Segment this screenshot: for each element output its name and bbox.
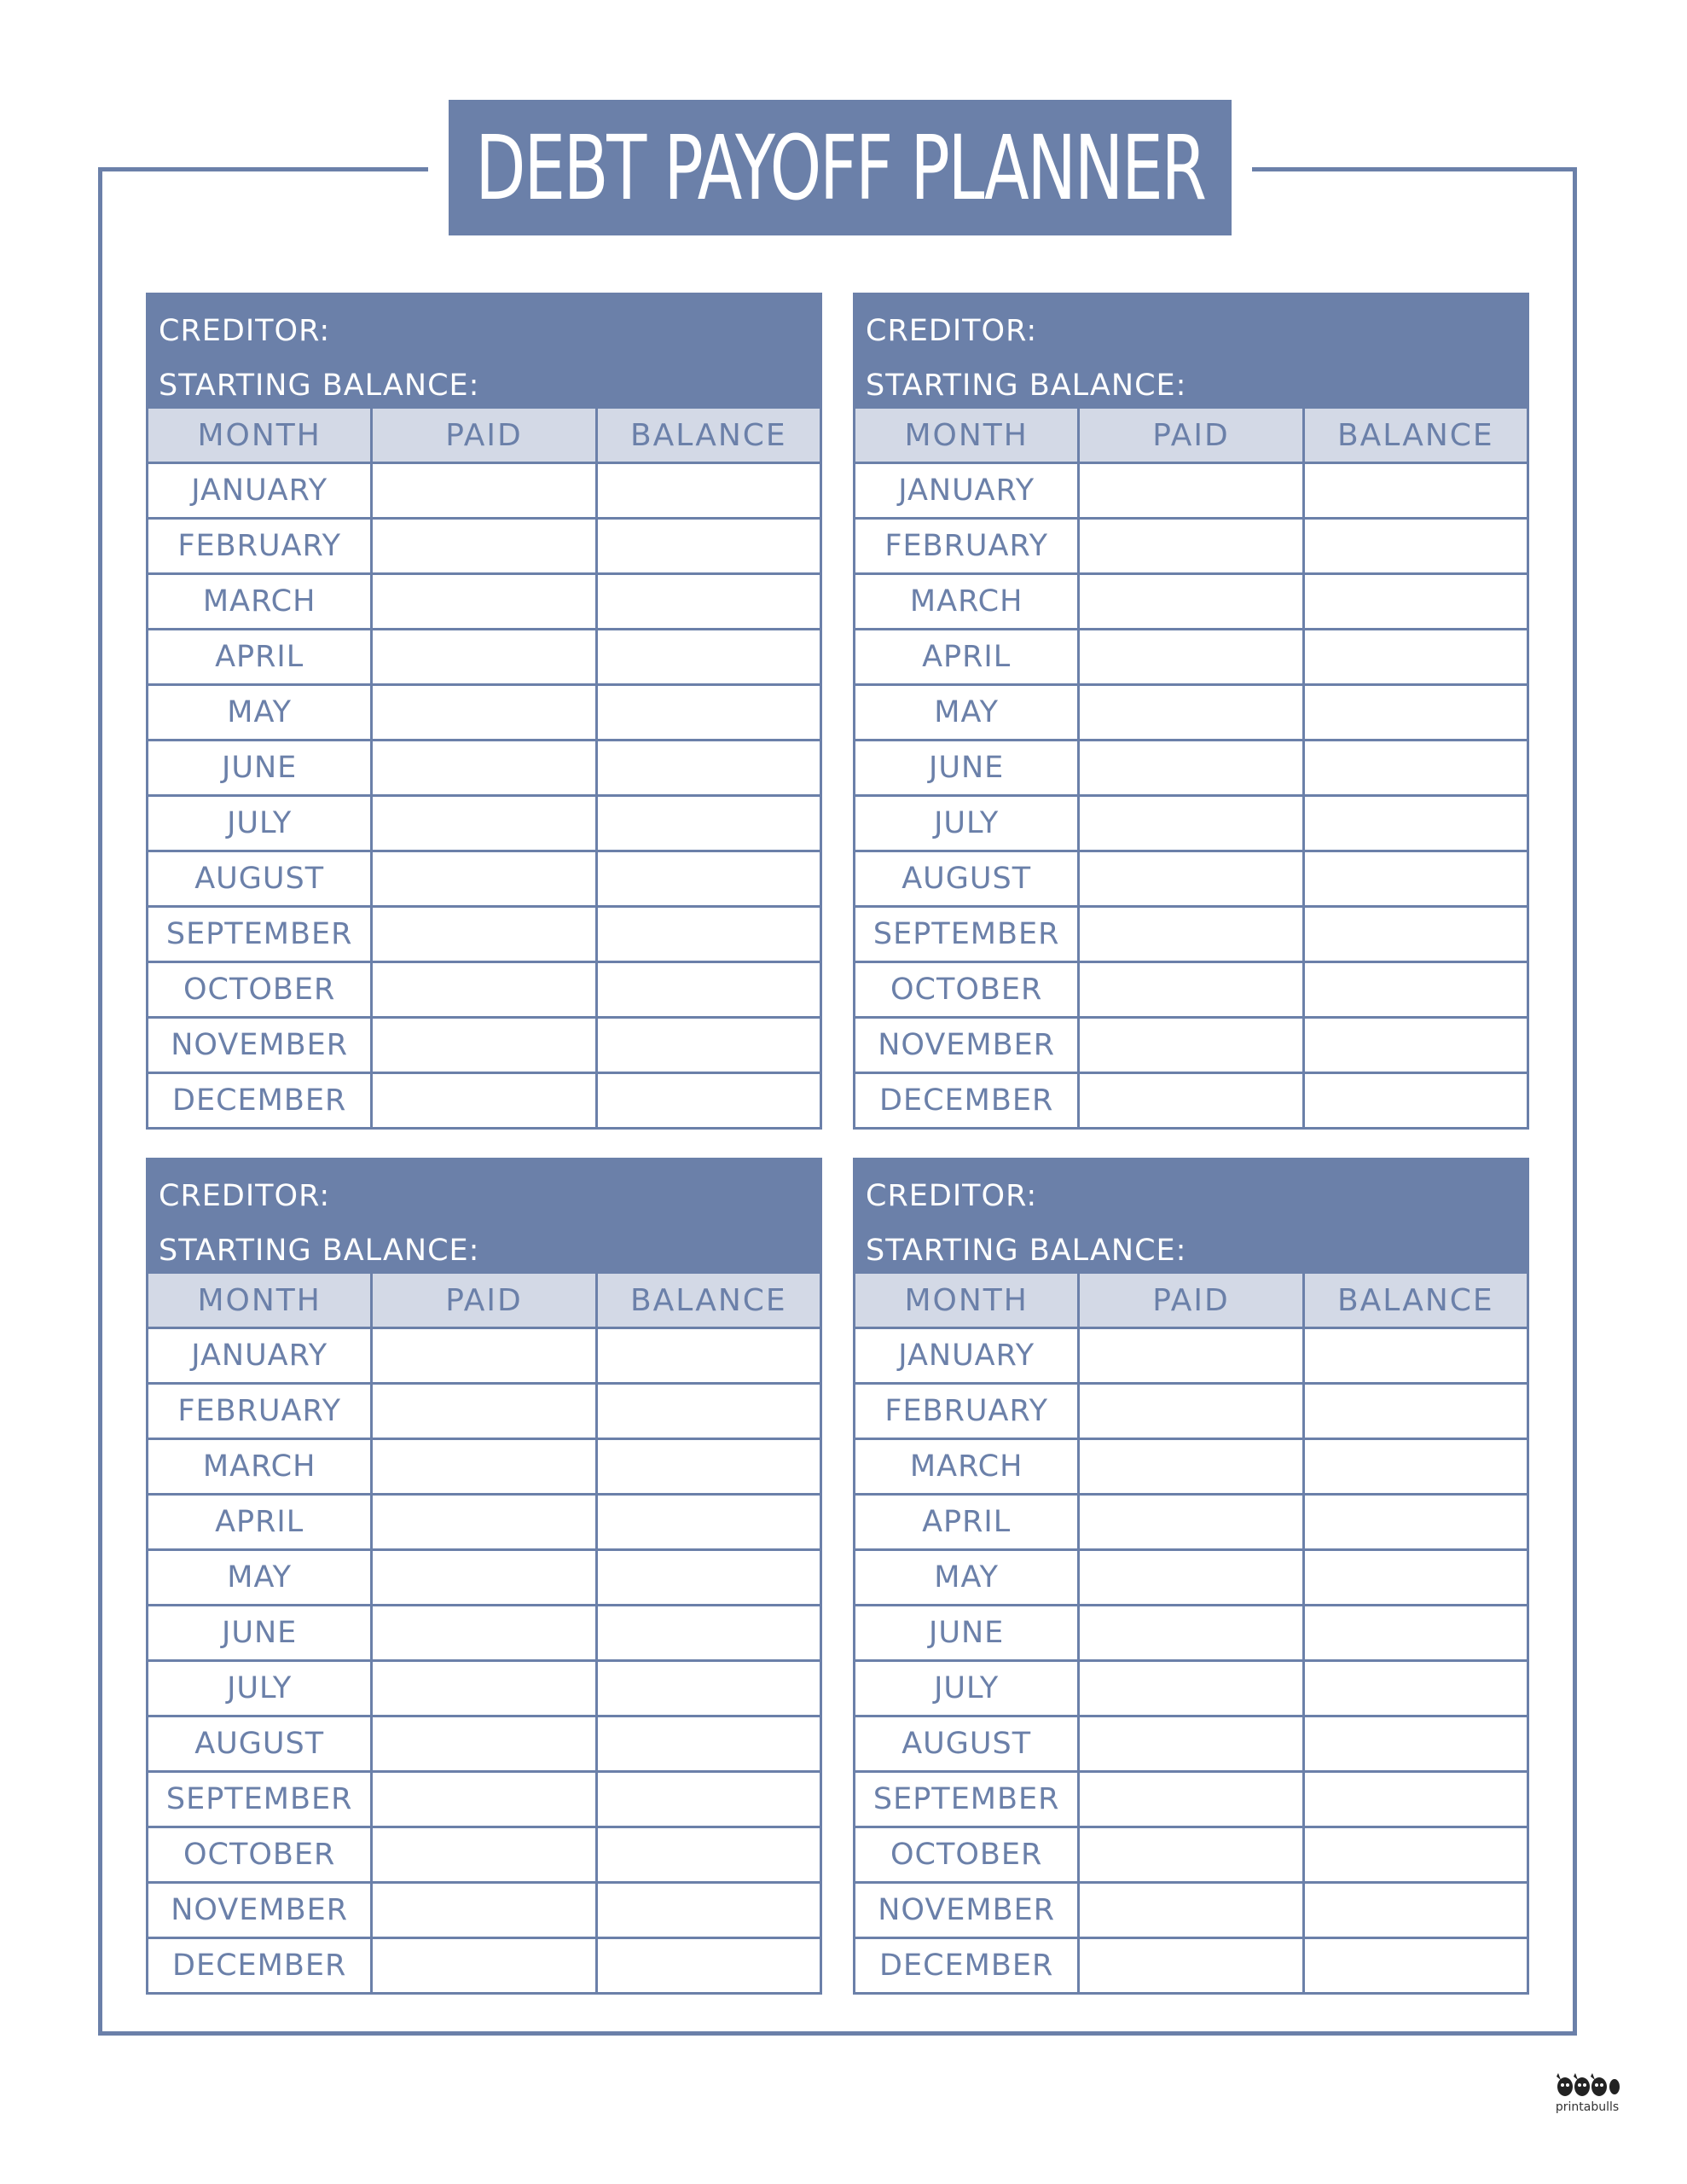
month-cell: MAY xyxy=(227,1560,293,1594)
creditor-label: CREDITOR: xyxy=(159,314,331,348)
paid-cell[interactable] xyxy=(370,1496,594,1548)
table-row xyxy=(855,1548,1527,1604)
paid-cell[interactable] xyxy=(370,1074,594,1127)
table-row xyxy=(855,1493,1527,1548)
month-cell: JANUARY xyxy=(191,1339,328,1373)
paid-cell[interactable] xyxy=(1077,575,1301,628)
debt-panel xyxy=(853,1158,1529,1995)
paid-cell[interactable] xyxy=(370,1717,594,1770)
paid-cell[interactable] xyxy=(370,575,594,628)
month-cell: SEPTEMBER xyxy=(872,1782,1060,1816)
month-cell: OCTOBER xyxy=(183,973,336,1007)
panel-header xyxy=(855,1160,1527,1271)
table-row xyxy=(855,517,1527,572)
paid-cell[interactable] xyxy=(370,908,594,961)
table-row xyxy=(855,683,1527,739)
balance-cell[interactable] xyxy=(595,908,820,961)
table-row xyxy=(148,961,820,1016)
table-row xyxy=(148,628,820,683)
month-cell: SEPTEMBER xyxy=(165,1782,353,1816)
debt-panel xyxy=(853,293,1529,1130)
paid-cell[interactable] xyxy=(1077,1551,1301,1604)
table-row xyxy=(148,462,820,517)
month-cell: MAY xyxy=(227,695,293,729)
table-row xyxy=(148,1715,820,1770)
column-header-row xyxy=(855,1271,1527,1327)
column-header-balance: BALANCE xyxy=(1302,409,1527,462)
table-row xyxy=(855,628,1527,683)
month-cell: APRIL xyxy=(215,1505,304,1539)
paid-cell[interactable] xyxy=(370,464,594,517)
creditor-label: CREDITOR: xyxy=(159,1179,331,1213)
printabulls-logo xyxy=(1549,2070,1626,2121)
table-row xyxy=(148,905,820,961)
title-banner xyxy=(449,100,1232,235)
paid-cell[interactable] xyxy=(370,1884,594,1937)
balance-cell[interactable] xyxy=(1302,852,1527,905)
paid-cell[interactable] xyxy=(1077,630,1301,683)
month-cell: MARCH xyxy=(909,1449,1023,1484)
balance-cell[interactable] xyxy=(1302,1717,1527,1770)
page-title: DEBT PAYOFF PLANNER xyxy=(475,115,1205,220)
table-row xyxy=(148,1604,820,1659)
paid-cell[interactable] xyxy=(370,1329,594,1382)
balance-cell[interactable] xyxy=(595,1329,820,1382)
balance-cell[interactable] xyxy=(595,464,820,517)
balance-cell[interactable] xyxy=(595,1606,820,1659)
table-row xyxy=(855,850,1527,905)
table-row xyxy=(855,1770,1527,1826)
table-row xyxy=(855,1715,1527,1770)
balance-cell[interactable] xyxy=(1302,686,1527,739)
debt-panel xyxy=(146,1158,822,1995)
month-cell: JUNE xyxy=(929,1616,1005,1650)
paid-cell[interactable] xyxy=(370,520,594,572)
month-cell: JANUARY xyxy=(898,1339,1035,1373)
column-header-month: MONTH xyxy=(197,417,322,453)
column-header-balance: BALANCE xyxy=(595,1274,820,1327)
paid-cell[interactable] xyxy=(1077,1329,1301,1382)
balance-cell[interactable] xyxy=(595,630,820,683)
table-row xyxy=(148,794,820,850)
table-row xyxy=(148,1826,820,1881)
column-header-balance: BALANCE xyxy=(1302,1274,1527,1327)
balance-cell[interactable] xyxy=(1302,1662,1527,1715)
month-cell: JUNE xyxy=(222,1616,298,1650)
month-cell: NOVEMBER xyxy=(878,1028,1056,1062)
paid-cell[interactable] xyxy=(370,1385,594,1438)
table-row xyxy=(148,850,820,905)
column-header-paid: PAID xyxy=(1077,1274,1301,1327)
month-cell: NOVEMBER xyxy=(878,1893,1056,1927)
paid-cell[interactable] xyxy=(1077,1884,1301,1937)
balance-cell[interactable] xyxy=(1302,741,1527,794)
table-row xyxy=(855,905,1527,961)
month-cell: OCTOBER xyxy=(890,973,1043,1007)
balance-cell[interactable] xyxy=(595,575,820,628)
paid-cell[interactable] xyxy=(370,1773,594,1826)
balance-cell[interactable] xyxy=(1302,1939,1527,1992)
paid-cell[interactable] xyxy=(1077,1074,1301,1127)
balance-cell[interactable] xyxy=(595,963,820,1016)
paid-cell[interactable] xyxy=(1077,963,1301,1016)
column-header-month: MONTH xyxy=(197,1282,322,1318)
table-row xyxy=(148,1072,820,1127)
starting-balance-label: STARTING BALANCE: xyxy=(159,1234,480,1268)
paid-cell[interactable] xyxy=(1077,1440,1301,1493)
column-header-row xyxy=(148,406,820,462)
column-header-balance: BALANCE xyxy=(595,409,820,462)
balance-cell[interactable] xyxy=(1302,1828,1527,1881)
paid-cell[interactable] xyxy=(370,1019,594,1072)
paid-cell[interactable] xyxy=(1077,464,1301,517)
table-row xyxy=(148,1548,820,1604)
panel-header xyxy=(148,1160,820,1271)
month-cell: DECEMBER xyxy=(879,1083,1054,1118)
table-row xyxy=(855,1937,1527,1992)
table-row xyxy=(855,1016,1527,1072)
balance-cell[interactable] xyxy=(1302,630,1527,683)
paid-cell[interactable] xyxy=(370,1440,594,1493)
balance-cell[interactable] xyxy=(1302,520,1527,572)
table-row xyxy=(148,739,820,794)
paid-cell[interactable] xyxy=(1077,1606,1301,1659)
debt-panel xyxy=(146,293,822,1130)
starting-balance-label: STARTING BALANCE: xyxy=(866,1234,1187,1268)
month-cell: APRIL xyxy=(922,1505,1012,1539)
paid-cell[interactable] xyxy=(1077,1662,1301,1715)
balance-cell[interactable] xyxy=(595,797,820,850)
logo-text: printabulls xyxy=(1555,2100,1620,2114)
month-cell: JUNE xyxy=(929,751,1005,785)
balance-cell[interactable] xyxy=(1302,1385,1527,1438)
panel-header xyxy=(855,295,1527,406)
paid-cell[interactable] xyxy=(1077,908,1301,961)
panel-header xyxy=(148,295,820,406)
month-cell: DECEMBER xyxy=(879,1949,1054,1983)
month-cell: AUGUST xyxy=(194,1727,325,1761)
month-cell: JANUARY xyxy=(898,473,1035,508)
balance-cell[interactable] xyxy=(1302,1074,1527,1127)
month-cell: OCTOBER xyxy=(183,1838,336,1872)
paid-cell[interactable] xyxy=(1077,741,1301,794)
month-cell: AUGUST xyxy=(901,862,1032,896)
paid-cell[interactable] xyxy=(1077,520,1301,572)
month-cell: AUGUST xyxy=(194,862,325,896)
month-cell: JUNE xyxy=(222,751,298,785)
paid-cell[interactable] xyxy=(370,630,594,683)
balance-cell[interactable] xyxy=(1302,1329,1527,1382)
bull-mascots-icon xyxy=(1553,2070,1621,2099)
month-cell: JULY xyxy=(227,806,293,840)
balance-cell[interactable] xyxy=(595,1884,820,1937)
paid-cell[interactable] xyxy=(370,686,594,739)
month-cell: SEPTEMBER xyxy=(872,917,1060,951)
balance-cell[interactable] xyxy=(1302,1551,1527,1604)
month-cell: MAY xyxy=(934,695,1000,729)
balance-cell[interactable] xyxy=(595,1551,820,1604)
table-row xyxy=(855,739,1527,794)
balance-cell[interactable] xyxy=(1302,1773,1527,1826)
column-header-paid: PAID xyxy=(370,409,594,462)
balance-cell[interactable] xyxy=(1302,1496,1527,1548)
paid-cell[interactable] xyxy=(370,1551,594,1604)
starting-balance-label: STARTING BALANCE: xyxy=(159,369,480,403)
paid-cell[interactable] xyxy=(1077,1717,1301,1770)
balance-cell[interactable] xyxy=(1302,1019,1527,1072)
balance-cell[interactable] xyxy=(1302,797,1527,850)
paid-cell[interactable] xyxy=(1077,1828,1301,1881)
month-cell: AUGUST xyxy=(901,1727,1032,1761)
table-row xyxy=(148,1493,820,1548)
paid-cell[interactable] xyxy=(370,741,594,794)
paid-cell[interactable] xyxy=(370,1606,594,1659)
balance-cell[interactable] xyxy=(595,1496,820,1548)
balance-cell[interactable] xyxy=(1302,1440,1527,1493)
column-header-paid: PAID xyxy=(1077,409,1301,462)
balance-cell[interactable] xyxy=(595,1019,820,1072)
column-header-row xyxy=(148,1271,820,1327)
table-row xyxy=(855,961,1527,1016)
paid-cell[interactable] xyxy=(370,852,594,905)
balance-cell[interactable] xyxy=(595,686,820,739)
paid-cell[interactable] xyxy=(1077,1939,1301,1992)
paid-cell[interactable] xyxy=(370,797,594,850)
month-cell: APRIL xyxy=(922,640,1012,674)
balance-cell[interactable] xyxy=(595,1828,820,1881)
paid-cell[interactable] xyxy=(1077,852,1301,905)
table-row xyxy=(148,1770,820,1826)
month-cell: MARCH xyxy=(202,584,316,619)
paid-cell[interactable] xyxy=(1077,1385,1301,1438)
table-row xyxy=(148,1881,820,1937)
table-row xyxy=(855,1382,1527,1438)
table-row xyxy=(148,1438,820,1493)
column-header-paid: PAID xyxy=(370,1274,594,1327)
month-cell: APRIL xyxy=(215,640,304,674)
month-cell: FEBRUARY xyxy=(177,1394,341,1428)
table-row xyxy=(855,1826,1527,1881)
creditor-label: CREDITOR: xyxy=(866,314,1038,348)
table-row xyxy=(855,462,1527,517)
month-cell: NOVEMBER xyxy=(171,1893,349,1927)
paid-cell[interactable] xyxy=(1077,797,1301,850)
month-cell: DECEMBER xyxy=(172,1083,347,1118)
balance-cell[interactable] xyxy=(595,520,820,572)
table-row xyxy=(148,572,820,628)
month-cell: MAY xyxy=(934,1560,1000,1594)
table-row xyxy=(148,683,820,739)
balance-cell[interactable] xyxy=(1302,464,1527,517)
month-cell: FEBRUARY xyxy=(884,529,1048,563)
table-row xyxy=(855,1072,1527,1127)
balance-cell[interactable] xyxy=(595,1440,820,1493)
month-cell: FEBRUARY xyxy=(177,529,341,563)
paid-cell[interactable] xyxy=(1077,686,1301,739)
table-row xyxy=(855,1604,1527,1659)
month-cell: OCTOBER xyxy=(890,1838,1043,1872)
balance-cell[interactable] xyxy=(1302,1606,1527,1659)
month-cell: FEBRUARY xyxy=(884,1394,1048,1428)
month-cell: NOVEMBER xyxy=(171,1028,349,1062)
table-row xyxy=(855,1659,1527,1715)
column-header-row xyxy=(855,406,1527,462)
month-cell: DECEMBER xyxy=(172,1949,347,1983)
balance-cell[interactable] xyxy=(595,1385,820,1438)
month-cell: JULY xyxy=(934,806,1000,840)
table-row xyxy=(148,1382,820,1438)
month-cell: JULY xyxy=(934,1671,1000,1705)
month-cell: JULY xyxy=(227,1671,293,1705)
table-row xyxy=(855,1881,1527,1937)
paid-cell[interactable] xyxy=(1077,1496,1301,1548)
balance-cell[interactable] xyxy=(595,1662,820,1715)
creditor-label: CREDITOR: xyxy=(866,1179,1038,1213)
balance-cell[interactable] xyxy=(595,1717,820,1770)
month-cell: SEPTEMBER xyxy=(165,917,353,951)
month-cell: JANUARY xyxy=(191,473,328,508)
table-row xyxy=(148,1937,820,1992)
paid-cell[interactable] xyxy=(1077,1019,1301,1072)
table-row xyxy=(148,1016,820,1072)
paid-cell[interactable] xyxy=(370,963,594,1016)
column-header-month: MONTH xyxy=(904,1282,1029,1318)
balance-cell[interactable] xyxy=(1302,963,1527,1016)
table-row xyxy=(148,517,820,572)
month-cell: MARCH xyxy=(202,1449,316,1484)
table-row xyxy=(148,1327,820,1382)
paid-cell[interactable] xyxy=(370,1828,594,1881)
table-row xyxy=(148,1659,820,1715)
table-row xyxy=(855,1438,1527,1493)
table-row xyxy=(855,794,1527,850)
balance-cell[interactable] xyxy=(1302,908,1527,961)
balance-cell[interactable] xyxy=(1302,575,1527,628)
balance-cell[interactable] xyxy=(595,741,820,794)
paid-cell[interactable] xyxy=(1077,1773,1301,1826)
balance-cell[interactable] xyxy=(1302,1884,1527,1937)
balance-cell[interactable] xyxy=(595,1939,820,1992)
balance-cell[interactable] xyxy=(595,1773,820,1826)
table-row xyxy=(855,1327,1527,1382)
starting-balance-label: STARTING BALANCE: xyxy=(866,369,1187,403)
month-cell: MARCH xyxy=(909,584,1023,619)
paid-cell[interactable] xyxy=(370,1662,594,1715)
balance-cell[interactable] xyxy=(595,1074,820,1127)
column-header-month: MONTH xyxy=(904,417,1029,453)
table-row xyxy=(855,572,1527,628)
paid-cell[interactable] xyxy=(370,1939,594,1992)
balance-cell[interactable] xyxy=(595,852,820,905)
